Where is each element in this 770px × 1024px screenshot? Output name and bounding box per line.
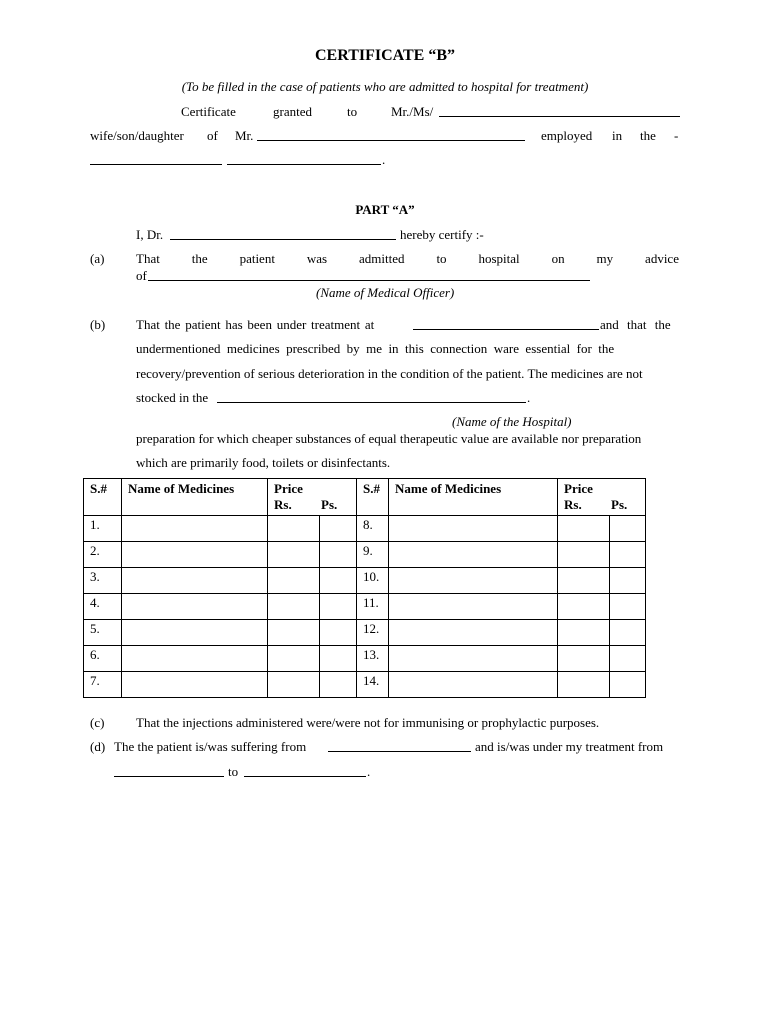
table-row [84,672,646,698]
medicine-name-cell[interactable] [122,542,268,568]
medical-officer-caption: (Name of Medical Officer) [316,285,455,300]
row-number: 5. [84,620,122,646]
intro-word-in: in [612,128,623,143]
certificate-title: CERTIFICATE “B” [314,47,456,64]
rs-cell[interactable] [268,672,320,698]
rs-cell[interactable] [268,620,320,646]
row-number: 14. [357,672,389,698]
item-b-line1-end: and that the [600,317,671,332]
hospital-blank[interactable] [413,329,599,330]
price-header [558,479,646,516]
medicine-name-cell[interactable] [122,646,268,672]
item-a-word: was [306,251,328,266]
treatment-from-date-blank[interactable] [114,776,224,777]
medicine-name-cell[interactable] [122,568,268,594]
rs-label: Rs. [274,497,292,512]
row-number: 10. [357,568,389,594]
medicine-name-header: Name of Medicines [389,479,558,516]
ps-cell[interactable] [320,646,357,672]
medicine-name-cell[interactable] [122,672,268,698]
rs-cell[interactable] [558,568,610,594]
rs-cell[interactable] [558,594,610,620]
medicine-name-cell[interactable] [389,542,558,568]
hospital-name-blank[interactable] [217,402,526,403]
rs-cell[interactable] [268,646,320,672]
ps-cell[interactable] [320,568,357,594]
price-header [268,479,357,516]
row-number: 7. [84,672,122,698]
table-row [84,646,646,672]
ps-cell[interactable] [320,542,357,568]
rs-cell[interactable] [558,516,610,542]
item-a-word: the [191,251,208,266]
rs-cell[interactable] [268,568,320,594]
table-row [84,516,646,542]
item-a-word: That [136,251,160,266]
item-b-line6: which are primarily food, toilets or disinfectants. [136,455,391,470]
row-number: 4. [84,594,122,620]
ps-cell[interactable] [610,646,646,672]
part-a-heading: PART “A” [355,202,415,217]
price-label: Price [274,481,303,496]
item-b-line1-start: That the patient has been under treatment at [136,317,375,332]
medicine-name-cell[interactable] [389,516,558,542]
ps-label: Ps. [321,497,338,512]
rs-cell[interactable] [268,542,320,568]
item-c-text: That the injections administered were/were not for immunising or prophylactic purposes. [136,715,600,730]
medicine-name-header: Name of Medicines [122,479,268,516]
ps-cell[interactable] [610,620,646,646]
sn-header: S.# [357,479,389,516]
sn-header: S.# [84,479,122,516]
intro-word-granted: granted [273,104,312,119]
item-a-word: to [436,251,447,266]
ps-cell[interactable] [320,516,357,542]
medicine-name-cell[interactable] [122,594,268,620]
ps-cell[interactable] [610,672,646,698]
rs-cell[interactable] [268,594,320,620]
ps-cell[interactable] [320,672,357,698]
item-a-word: admitted [359,251,405,266]
row-number: 2. [84,542,122,568]
rs-label: Rs. [564,497,582,512]
item-a-word: hospital [478,251,520,266]
item-a-line [136,251,679,267]
item-a-word: patient [239,251,275,266]
item-d-marker: (d) [90,739,106,754]
item-d-end: . [367,764,371,779]
item-b-line2: undermentioned medicines prescribed by me in this connection ware essential for the [136,341,615,356]
rs-cell[interactable] [558,542,610,568]
item-d-start: The the patient is/was suffering from [114,739,307,754]
intro-period: . [382,152,386,167]
item-b-line5: preparation for which cheaper substances of equal therapeutic value are available nor preparation [136,431,642,446]
name-of-employee-blank[interactable] [439,116,680,117]
medicine-name-cell[interactable] [389,672,558,698]
table-row [84,620,646,646]
intro-word-employed: employed [541,128,593,143]
item-b-line4-end: . [527,390,531,405]
table-header-row [84,479,646,516]
ps-label: Ps. [611,497,628,512]
table-row [84,568,646,594]
row-number: 11. [357,594,389,620]
intro-word-mr: Mr. [235,128,254,143]
item-b-line3: recovery/prevention of serious deterioration in the condition of the patient. The medicines are not [136,366,643,381]
doctor-name-blank[interactable] [170,239,396,240]
medicine-name-cell[interactable] [389,594,558,620]
item-a-word: my [596,251,614,266]
intro-word-to: to [347,104,358,119]
item-a-word: advice [645,251,679,266]
medical-officer-blank[interactable] [148,280,590,281]
ps-cell[interactable] [610,568,646,594]
treatment-to-date-blank[interactable] [244,776,366,777]
table-row [84,594,646,620]
row-number: 8. [357,516,389,542]
intro-word-of: of [207,128,218,143]
item-d-to: to [228,764,239,779]
row-number: 13. [357,646,389,672]
item-d-mid: and is/was under my treatment from [475,739,664,754]
item-a-marker: (a) [90,251,105,266]
ps-cell[interactable] [610,542,646,568]
row-number: 1. [84,516,122,542]
illness-blank[interactable] [328,751,471,752]
rs-cell[interactable] [558,620,610,646]
intro-word-certificate: Certificate [181,104,236,119]
department-blank[interactable] [90,164,222,165]
rs-cell[interactable] [558,646,610,672]
rs-cell[interactable] [268,516,320,542]
ps-cell[interactable] [320,594,357,620]
item-a-of: of [136,268,147,283]
medicine-name-cell[interactable] [122,620,268,646]
ps-cell[interactable] [610,594,646,620]
price-label: Price [564,481,593,496]
certify-prefix: I, Dr. [136,227,164,242]
department-blank-2[interactable] [227,164,381,165]
table-row [84,542,646,568]
row-number: 9. [357,542,389,568]
rs-cell[interactable] [558,672,610,698]
row-number: 3. [84,568,122,594]
medicine-name-cell[interactable] [122,516,268,542]
name-of-relative-blank[interactable] [257,140,525,141]
item-b-marker: (b) [90,317,106,332]
ps-cell[interactable] [320,620,357,646]
medicine-name-cell[interactable] [389,646,558,672]
intro-dash: - [674,128,679,143]
hospital-name-caption: (Name of the Hospital) [452,414,572,429]
certify-suffix: hereby certify :- [400,227,484,242]
certificate-subtitle: (To be filled in the case of patients who are admitted to hospital for treatment) [181,79,589,94]
row-number: 6. [84,646,122,672]
intro-word-mr-ms: Mr./Ms/ [391,104,434,119]
item-b-line4-start: stocked in the [136,390,209,405]
item-c-marker: (c) [90,715,105,730]
medicine-name-cell[interactable] [389,620,558,646]
intro-word-the: the [640,128,656,143]
row-number: 12. [357,620,389,646]
ps-cell[interactable] [610,516,646,542]
medicine-name-cell[interactable] [389,568,558,594]
medicines-table [83,478,646,698]
intro-word-relation: wife/son/daughter [90,128,184,143]
item-a-word: on [551,251,565,266]
